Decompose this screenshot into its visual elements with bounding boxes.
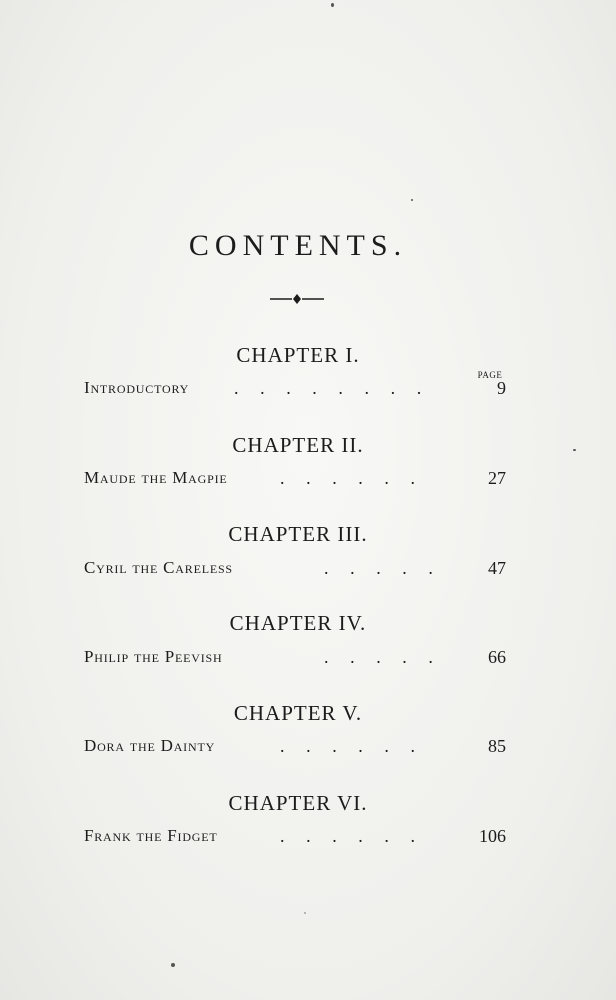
chapter-heading: CHAPTER III. xyxy=(228,522,368,546)
page-number: 47 xyxy=(488,558,506,578)
leader-dots: . . . . . . xyxy=(280,736,416,756)
scan-speck xyxy=(304,912,306,914)
leader-dots: . . . . . xyxy=(324,647,433,667)
contents-title: CONTENTS. xyxy=(188,229,408,262)
chapter-title: Cyril the Careless xyxy=(84,558,233,577)
scan-speck xyxy=(331,3,334,7)
toc-entry[interactable] xyxy=(84,376,506,400)
leader-dots: . . . . . . . . xyxy=(234,378,422,398)
chapter-heading: CHAPTER IV. xyxy=(229,611,367,635)
toc-entry[interactable] xyxy=(84,466,506,490)
toc-entry[interactable] xyxy=(84,556,506,580)
chapter-title: Maude the Magpie xyxy=(84,468,228,487)
scan-speck xyxy=(411,199,413,201)
toc-entry[interactable] xyxy=(84,824,506,848)
page-number: 66 xyxy=(488,647,506,667)
toc-entry[interactable] xyxy=(84,645,506,669)
chapter-title: Introductory xyxy=(84,378,190,397)
scan-speck xyxy=(573,449,576,451)
chapter-title: Frank the Fidget xyxy=(84,826,218,845)
toc-entry[interactable] xyxy=(84,734,506,758)
page-number: 9 xyxy=(497,378,506,398)
ornament-divider xyxy=(270,292,324,306)
page-number: 106 xyxy=(479,826,506,846)
page-number: 27 xyxy=(488,468,506,488)
leader-dots: . . . . . xyxy=(324,558,433,578)
chapter-heading: CHAPTER V. xyxy=(233,701,363,725)
leader-dots: . . . . . . xyxy=(280,468,416,488)
chapter-title: Philip the Peevish xyxy=(84,647,223,666)
page-number: 85 xyxy=(488,736,506,756)
chapter-heading: CHAPTER II. xyxy=(232,433,364,457)
leader-dots: . . . . . . xyxy=(280,826,416,846)
chapter-heading: CHAPTER I. xyxy=(236,343,360,367)
chapter-heading: CHAPTER VI. xyxy=(228,791,368,815)
chapter-title: Dora the Dainty xyxy=(84,736,216,755)
scan-speck xyxy=(171,963,175,967)
page-column-label: PAGE xyxy=(477,370,503,380)
